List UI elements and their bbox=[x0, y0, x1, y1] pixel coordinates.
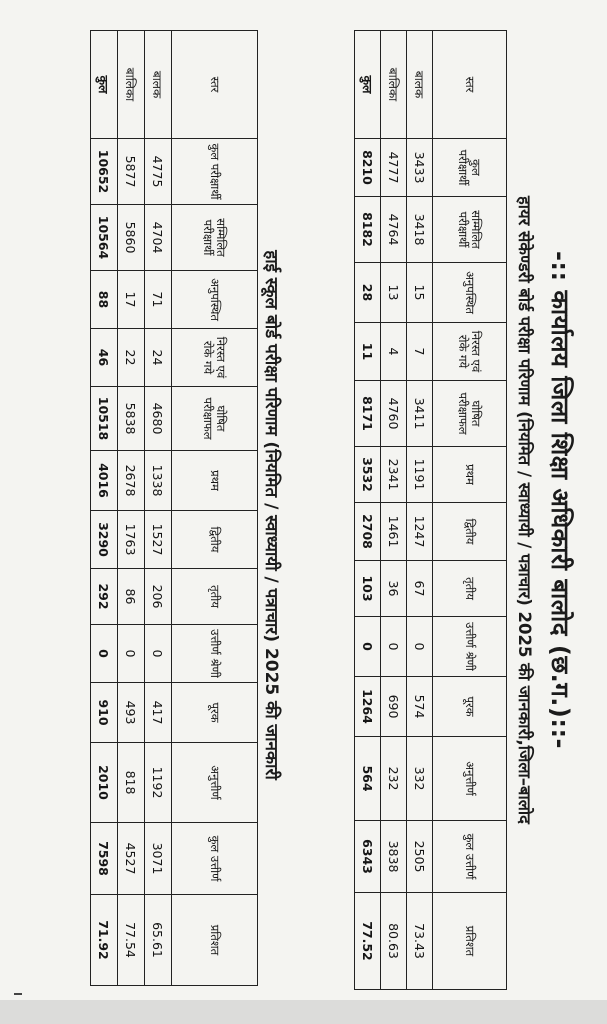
column-header: पूरक bbox=[172, 683, 258, 743]
table-cell: 1527 bbox=[145, 511, 172, 569]
table-cell: 4527 bbox=[118, 823, 145, 895]
table-cell: 332 bbox=[407, 737, 433, 821]
column-header: स्तर bbox=[172, 31, 258, 139]
table-cell: 5877 bbox=[118, 139, 145, 205]
column-header: स्तर bbox=[433, 31, 507, 139]
hss-heading: हायर सेकेण्डरी बोर्ड परीक्षा परिणाम (नियमित / स्वाध्यायी / पत्राचार) 2025 की जानकारी,जिला–बालोद bbox=[515, 196, 534, 824]
table-cell: 564 bbox=[355, 737, 381, 821]
table-cell: 3838 bbox=[381, 821, 407, 893]
table-cell: बालक bbox=[145, 31, 172, 139]
table-cell: 910 bbox=[91, 683, 118, 743]
table-cell: 1338 bbox=[145, 451, 172, 511]
table-cell: 2708 bbox=[355, 503, 381, 561]
hss-results-table bbox=[354, 30, 507, 990]
table-cell: 8210 bbox=[355, 139, 381, 197]
table-cell: 574 bbox=[407, 677, 433, 737]
table-cell: 86 bbox=[118, 569, 145, 625]
column-header: तृतीय bbox=[172, 569, 258, 625]
table-cell: 1247 bbox=[407, 503, 433, 561]
hs-heading: हाई स्कूल बोर्ड परीक्षा परिणाम (नियमित / स्वाध्यायी / पत्राचार) 2025 की जानकारी bbox=[261, 250, 281, 780]
table-cell: 3433 bbox=[407, 139, 433, 197]
table-cell: 4760 bbox=[381, 381, 407, 447]
table-cell: बालक bbox=[407, 31, 433, 139]
table-cell: 7598 bbox=[91, 823, 118, 895]
column-header: निरस्त एवं रोके गये bbox=[433, 323, 507, 381]
column-header: प्रथम bbox=[433, 447, 507, 503]
table-cell: 73.43 bbox=[407, 893, 433, 990]
table-cell: 71.92 bbox=[91, 895, 118, 986]
table-cell: 2678 bbox=[118, 451, 145, 511]
table-cell: 36 bbox=[381, 561, 407, 617]
column-header: पूरक bbox=[433, 677, 507, 737]
table-cell: 4777 bbox=[381, 139, 407, 197]
column-header: उत्तीर्ण श्रेणी bbox=[172, 625, 258, 683]
table-cell: 8171 bbox=[355, 381, 381, 447]
table-cell: 77.52 bbox=[355, 893, 381, 990]
table-cell: 4680 bbox=[145, 387, 172, 451]
table-cell: 1763 bbox=[118, 511, 145, 569]
table-cell: 3532 bbox=[355, 447, 381, 503]
table-cell: 0 bbox=[381, 617, 407, 677]
table-cell: 4 bbox=[381, 323, 407, 381]
table-row-girls bbox=[118, 31, 145, 986]
column-header: घोषित परीक्षाफल bbox=[172, 387, 258, 451]
table-cell: 0 bbox=[145, 625, 172, 683]
table-cell: बालिका bbox=[381, 31, 407, 139]
table-cell: 71 bbox=[145, 271, 172, 329]
table-cell: 88 bbox=[91, 271, 118, 329]
table-cell: 292 bbox=[91, 569, 118, 625]
table-cell: 1461 bbox=[381, 503, 407, 561]
column-header: कुल उत्तीर्ण bbox=[433, 821, 507, 893]
table-cell: बालिका bbox=[118, 31, 145, 139]
table-cell: 80.63 bbox=[381, 893, 407, 990]
hs-results-table bbox=[90, 30, 258, 986]
table-cell: 7 bbox=[407, 323, 433, 381]
column-header: सम्मिलित परीक्षार्थी bbox=[433, 197, 507, 263]
column-header: अनुपस्थित bbox=[172, 271, 258, 329]
table-cell: 10564 bbox=[91, 205, 118, 271]
column-header: कुल उत्तीर्ण bbox=[172, 823, 258, 895]
table-cell: 417 bbox=[145, 683, 172, 743]
table-cell: 13 bbox=[381, 263, 407, 323]
table-cell: 6343 bbox=[355, 821, 381, 893]
column-header: द्वितीय bbox=[172, 511, 258, 569]
table-cell: 0 bbox=[407, 617, 433, 677]
table-cell: 103 bbox=[355, 561, 381, 617]
column-header: निरस्त एवं रोके गये bbox=[172, 329, 258, 387]
table-cell: 4775 bbox=[145, 139, 172, 205]
table-cell: 0 bbox=[118, 625, 145, 683]
table-cell: 5860 bbox=[118, 205, 145, 271]
table-cell: 24 bbox=[145, 329, 172, 387]
table-cell: 1264 bbox=[355, 677, 381, 737]
table-header-row bbox=[433, 31, 507, 990]
page-bottom-shadow bbox=[0, 1000, 607, 1024]
table-cell: 3290 bbox=[91, 511, 118, 569]
table-cell: 0 bbox=[355, 617, 381, 677]
table-cell: 2010 bbox=[91, 743, 118, 823]
table-cell: कुल bbox=[355, 31, 381, 139]
table-cell: 65.61 bbox=[145, 895, 172, 986]
table-cell: 10652 bbox=[91, 139, 118, 205]
table-cell: 690 bbox=[381, 677, 407, 737]
table-cell: 2341 bbox=[381, 447, 407, 503]
table-cell: 1192 bbox=[145, 743, 172, 823]
column-header: कुल परीक्षार्थी bbox=[172, 139, 258, 205]
table-cell: 17 bbox=[118, 271, 145, 329]
table-cell: 0 bbox=[91, 625, 118, 683]
column-header: अनुपस्थित bbox=[433, 263, 507, 323]
table-cell: 28 bbox=[355, 263, 381, 323]
table-cell: 4016 bbox=[91, 451, 118, 511]
table-row-girls bbox=[381, 31, 407, 990]
table-row-boys bbox=[407, 31, 433, 990]
table-cell: 4764 bbox=[381, 197, 407, 263]
table-cell: 77.54 bbox=[118, 895, 145, 986]
table-cell: कुल bbox=[91, 31, 118, 139]
table-cell: 15 bbox=[407, 263, 433, 323]
column-header: घोषित परीक्षाफल bbox=[433, 381, 507, 447]
table-cell: 3071 bbox=[145, 823, 172, 895]
table-header-row bbox=[172, 31, 258, 986]
table-cell: 3418 bbox=[407, 197, 433, 263]
column-header: प्रतिशत bbox=[433, 893, 507, 990]
table-cell: 22 bbox=[118, 329, 145, 387]
column-header: तृतीय bbox=[433, 561, 507, 617]
table-row-total bbox=[355, 31, 381, 990]
table-row-total bbox=[91, 31, 118, 986]
office-title: -:: कार्यालय जिला शिक्षा अधिकारी बालोद (छ.ग.)::- bbox=[546, 250, 574, 750]
table-cell: 2505 bbox=[407, 821, 433, 893]
column-header: अनुत्तीर्ण bbox=[433, 737, 507, 821]
table-cell: 67 bbox=[407, 561, 433, 617]
table-cell: 46 bbox=[91, 329, 118, 387]
table-cell: 232 bbox=[381, 737, 407, 821]
table-cell: 1191 bbox=[407, 447, 433, 503]
table-cell: 10518 bbox=[91, 387, 118, 451]
table-cell: 5838 bbox=[118, 387, 145, 451]
table-cell: 4704 bbox=[145, 205, 172, 271]
column-header: उत्तीर्ण श्रेणी bbox=[433, 617, 507, 677]
table-cell: 11 bbox=[355, 323, 381, 381]
table-row-boys bbox=[145, 31, 172, 986]
table-cell: 3411 bbox=[407, 381, 433, 447]
print-speck bbox=[14, 993, 22, 995]
column-header: प्रतिशत bbox=[172, 895, 258, 986]
table-cell: 493 bbox=[118, 683, 145, 743]
column-header: कुल परीक्षार्थी bbox=[433, 139, 507, 197]
column-header: प्रथम bbox=[172, 451, 258, 511]
column-header: अनुत्तीर्ण bbox=[172, 743, 258, 823]
column-header: सम्मिलित परीक्षार्थी bbox=[172, 205, 258, 271]
table-cell: 206 bbox=[145, 569, 172, 625]
table-cell: 8182 bbox=[355, 197, 381, 263]
column-header: द्वितीय bbox=[433, 503, 507, 561]
table-cell: 818 bbox=[118, 743, 145, 823]
